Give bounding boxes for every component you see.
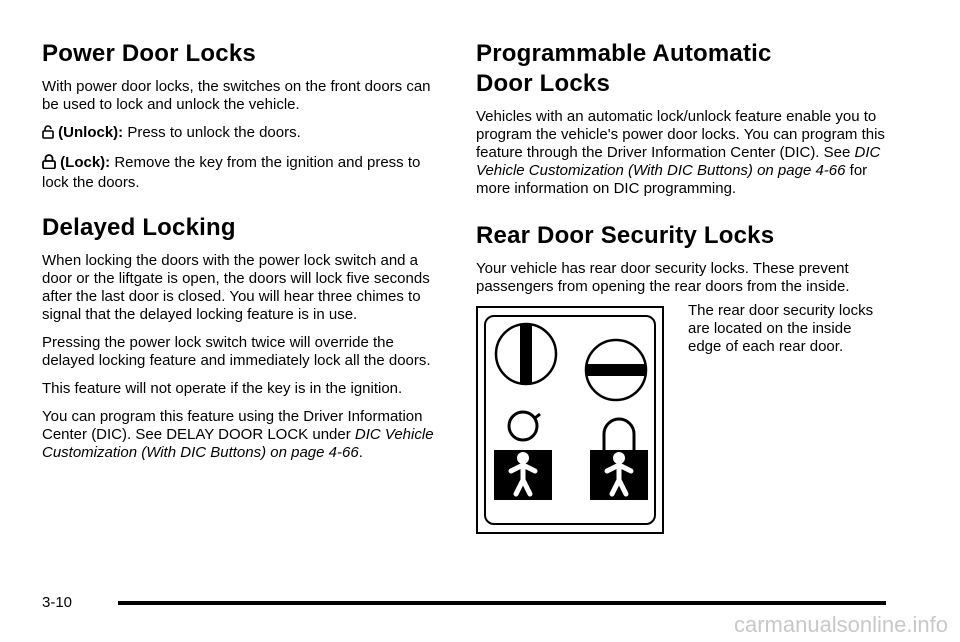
paragraph-delayed-3: This feature will not operate if the key is in the ignition.: [42, 380, 403, 397]
figure-row: [476, 302, 896, 534]
programmable-text: Vehicles with an automatic lock/unlock feature enable you to program the vehicle's power door locks. You can program this feature through the Driver Information Center (DIC). See: [476, 108, 885, 161]
paragraph-delayed-4: [42, 408, 447, 462]
horizontal-slot: [586, 364, 646, 376]
unlock-label: (Unlock):: [58, 124, 124, 141]
vertical-slot: [520, 324, 532, 384]
lock-label: (Lock):: [60, 154, 111, 171]
child-locked-icon: [494, 412, 552, 500]
delayed-4-text: You can program this feature using the Driver Information Center (DIC). See DELAY DOOR LOCK under: [42, 408, 423, 443]
paragraph-rear: Your vehicle has rear door security locks. These prevent passengers from opening the rear doors from the inside.: [476, 260, 850, 295]
heading-rear-door-security: Rear Door Security Locks: [476, 222, 775, 249]
delayed-4-end: .: [358, 444, 363, 461]
paragraph-delayed-1: When locking the doors with the power lock switch and a door or the liftgate is open, the doors will lock five seconds after the last door is closed. You will hear three chimes to signal that the delayed locking feature is in use.: [42, 252, 430, 323]
right-column: [476, 40, 896, 534]
child-unlocked-icon: [590, 419, 648, 500]
dic-reference-link[interactable]: DIC Vehicle Customization (With DIC Buttons) on page 4‑66: [42, 426, 434, 461]
paragraph-delayed-2: Pressing the power lock switch twice will override the delayed locking feature and immediately lock all the doors.: [42, 334, 431, 369]
heading-delayed-locking: Delayed Locking: [42, 214, 236, 241]
dic-reference-link-2[interactable]: DIC Vehicle Customization (With DIC Buttons) on page 4‑66: [476, 144, 881, 179]
unlock-text: Press to unlock the doors.: [127, 124, 301, 141]
paragraph-programmable: [476, 108, 896, 198]
child-lock-diagram: [476, 306, 664, 534]
watermark: carmanualsonline.info: [733, 612, 948, 637]
page-number: 3-10: [42, 594, 73, 611]
lock-icon: [42, 154, 56, 174]
heading-power-door-locks: Power Door Locks: [42, 40, 256, 67]
programmable-end: for more information on DIC programming.: [476, 162, 868, 197]
unlock-icon: [42, 125, 54, 144]
paragraph-unlock: [42, 124, 447, 144]
lock-text: Remove the key from the ignition and press to lock the doors.: [42, 154, 421, 191]
paragraph-lock: [42, 154, 447, 192]
heading-programmable-2: Door Locks: [476, 70, 611, 97]
left-column: [42, 40, 447, 472]
child-lock-diagram-svg: [478, 308, 662, 532]
paragraph-power-intro: With power door locks, the switches on the front doors can be used to lock and unlock the vehicle.: [42, 78, 431, 113]
footer-rule: [118, 601, 886, 605]
figure-caption: The rear door security locks are located on the inside edge of each rear door.: [688, 302, 874, 355]
heading-programmable-1: Programmable Automatic: [476, 40, 772, 67]
